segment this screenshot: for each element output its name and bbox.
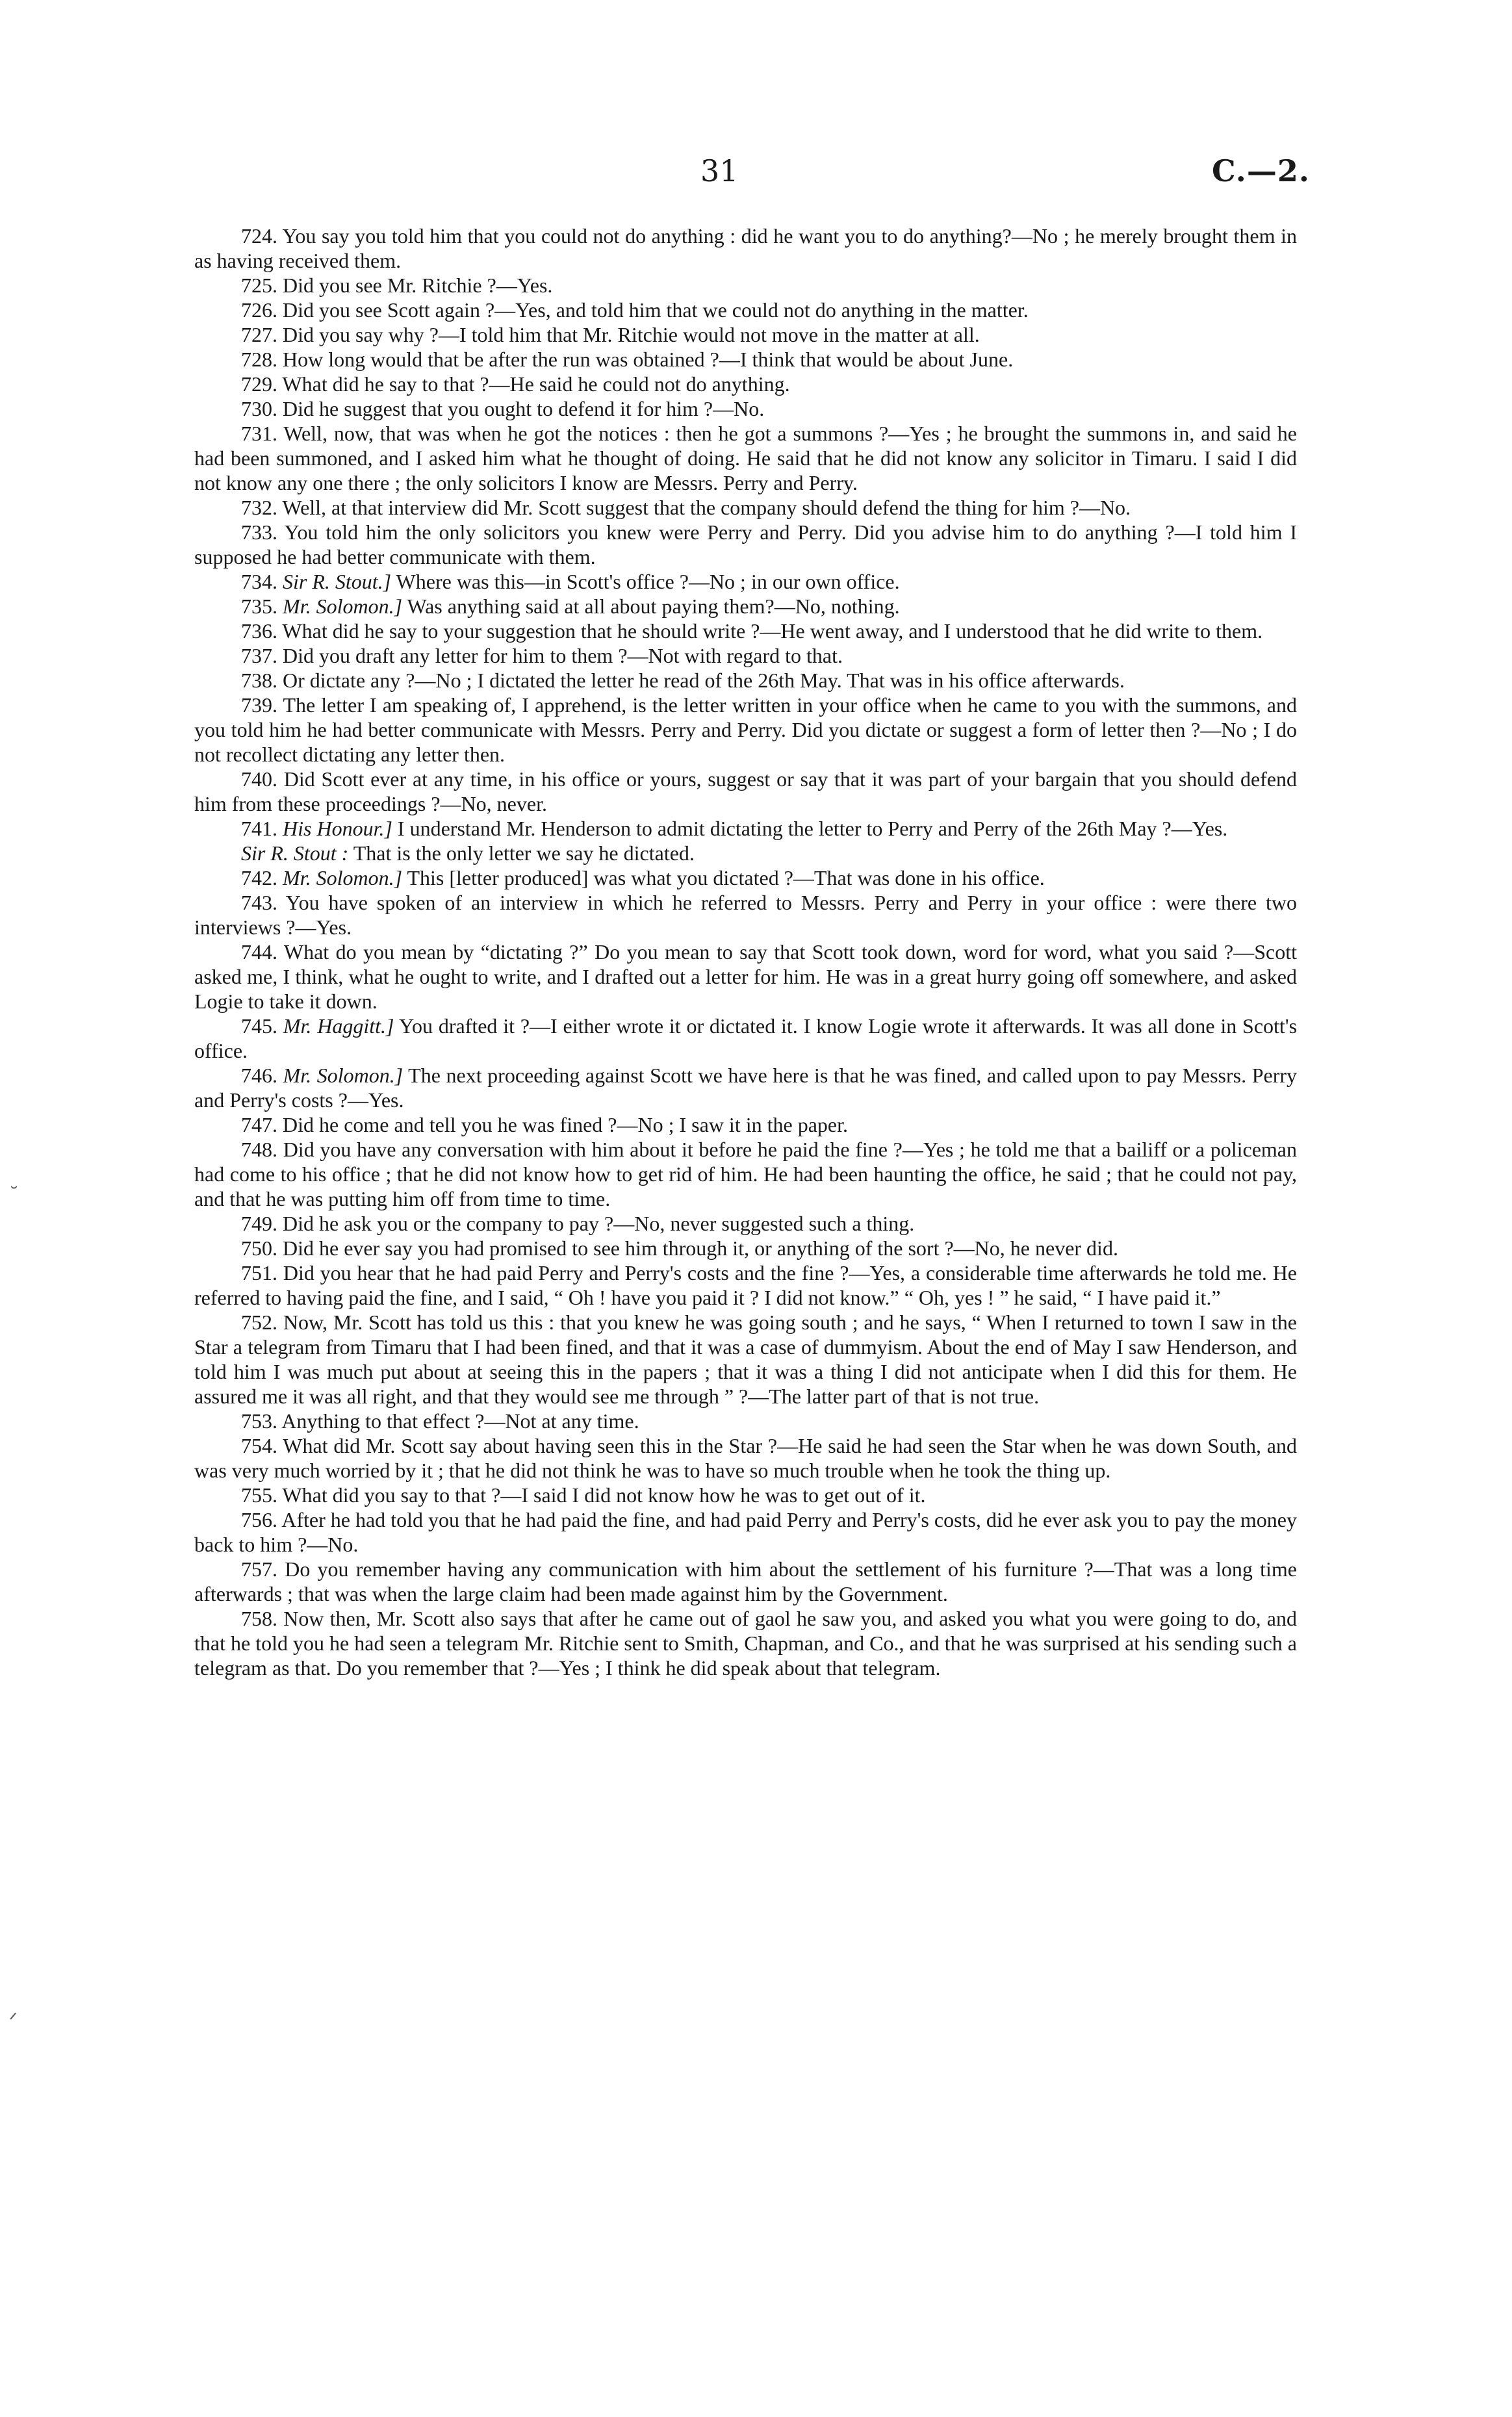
question-number: 755. bbox=[241, 1483, 277, 1507]
testimony-paragraph bbox=[194, 841, 1297, 865]
testimony-paragraph bbox=[194, 865, 1297, 890]
paragraph-text: The next proceeding against Scott we have here is that he was fined, and called upon to pay Messrs. Perry and Perry's costs ?—Yes. bbox=[194, 1064, 1298, 1112]
question-number: 745. bbox=[241, 1014, 277, 1038]
question-number: 750. bbox=[241, 1236, 277, 1260]
question-number: 737. bbox=[241, 644, 277, 667]
question-number: 749. bbox=[241, 1212, 277, 1235]
question-number: 758. bbox=[241, 1607, 277, 1630]
speaker-name: His Honour.] bbox=[283, 817, 392, 840]
question-number: 748. bbox=[241, 1138, 277, 1161]
paragraph-text: That is the only letter we say he dictated. bbox=[353, 841, 695, 865]
paragraph-text: Did you see Mr. Ritchie ?—Yes. bbox=[283, 274, 553, 297]
paragraph-text: Did he ever say you had promised to see him through it, or anything of the sort ?—No, he never did. bbox=[283, 1236, 1118, 1260]
question-number: 744. bbox=[241, 940, 277, 964]
question-number: 743. bbox=[241, 891, 277, 914]
testimony-paragraph bbox=[194, 816, 1297, 841]
testimony-paragraph bbox=[194, 1063, 1297, 1112]
paragraph-text: Was anything said at all about paying them?—No, nothing. bbox=[407, 595, 900, 618]
paragraph-text: The letter I am speaking of, I apprehend, is the letter written in your office when he came to you with the summons, and you told him he had better communicate with Messrs. Perry and Perry. Did you dictate or suggest a form of letter then ?—No ; I do not recollect dictating any letter then. bbox=[194, 693, 1298, 766]
question-number: 756. bbox=[241, 1508, 277, 1531]
question-number: 725. bbox=[241, 274, 277, 297]
paragraph-text: Now, Mr. Scott has told us this : that you knew he was going south ; and he says, “ When I returned to town I saw in the Star a telegram from Timaru that I had been fined, and that it was a case of dummyism. About the end of May I saw Henderson, and told him I was much put about at seeing this in the papers ; that it was a thing I did not anticipate when I did this for them. He assured me it was all right, and that they would see me through ” ?—The latter part of that is not true. bbox=[194, 1311, 1298, 1408]
testimony-paragraph bbox=[194, 1557, 1297, 1606]
question-number: 751. bbox=[241, 1261, 277, 1285]
paragraph-text: You drafted it ?—I either wrote it or dictated it. I know Logie wrote it afterwards. It was all done in Scott's office. bbox=[194, 1014, 1298, 1062]
question-number: 742. bbox=[241, 866, 277, 889]
question-number: 728. bbox=[241, 348, 277, 371]
testimony-paragraph bbox=[194, 1236, 1297, 1260]
speaker-name: Mr. Solomon.] bbox=[283, 595, 403, 618]
paragraph-text: Do you remember having any communication with him about the settlement of his furniture ?—That was a long time afterwards ; that was when the large claim had been made against him by the Government. bbox=[194, 1557, 1298, 1605]
question-number: 729. bbox=[241, 372, 277, 396]
testimony-paragraph bbox=[194, 1433, 1297, 1483]
page-number: 31 bbox=[700, 153, 739, 188]
testimony-paragraph bbox=[194, 396, 1297, 421]
paragraph-text: Did you see Scott again ?—Yes, and told him that we could not do anything in the matter. bbox=[283, 298, 1029, 322]
question-number: 726. bbox=[241, 298, 277, 322]
document-reference: C.—2. bbox=[1212, 153, 1310, 188]
paragraph-text: Did you say why ?—I told him that Mr. Ritchie would not move in the matter at all. bbox=[283, 323, 980, 346]
testimony-paragraph bbox=[194, 495, 1297, 520]
question-number: 738. bbox=[241, 669, 277, 692]
testimony-paragraph bbox=[194, 322, 1297, 347]
question-number: 739. bbox=[241, 693, 277, 717]
testimony-paragraph bbox=[194, 767, 1297, 816]
testimony-paragraph bbox=[194, 643, 1297, 668]
question-number: 752. bbox=[241, 1311, 277, 1334]
question-number: 733. bbox=[241, 520, 277, 544]
paragraph-text: What do you mean by “dictating ?” Do you mean to say that Scott took down, word for word, what you said ?—Scott asked me, I think, what he ought to write, and I drafted out a letter for him. He was in a great hurry going off somewhere, and asked Logie to take it down. bbox=[194, 940, 1298, 1013]
paragraph-text: This [letter produced] was what you dictated ?—That was done in his office. bbox=[407, 866, 1045, 889]
paragraph-text: You told him the only solicitors you knew were Perry and Perry. Did you advise him to do anything ?—I told him I supposed he had better communicate with them. bbox=[194, 520, 1297, 569]
speaker-name: Sir R. Stout : bbox=[241, 841, 349, 865]
testimony-paragraph bbox=[194, 1112, 1297, 1137]
question-number: 746. bbox=[241, 1064, 277, 1087]
testimony-paragraph bbox=[194, 1409, 1297, 1433]
testimony-body bbox=[194, 224, 1297, 2355]
paragraph-text: What did he say to that ?—He said he could not do anything. bbox=[282, 372, 790, 396]
paragraph-text: Did Scott ever at any time, in his office or yours, suggest or say that it was part of your bargain that you should defend him from these proceedings ?—No, never. bbox=[194, 767, 1298, 815]
testimony-paragraph bbox=[194, 1483, 1297, 1507]
testimony-paragraph bbox=[194, 940, 1297, 1014]
testimony-paragraph bbox=[194, 1014, 1297, 1063]
testimony-paragraph bbox=[194, 890, 1297, 940]
testimony-paragraph bbox=[194, 372, 1297, 396]
testimony-paragraph bbox=[194, 520, 1297, 569]
paragraph-text: You say you told him that you could not do anything : did he want you to do anything?—No ; he merely brought them in as having received them. bbox=[194, 224, 1298, 272]
testimony-paragraph bbox=[194, 1260, 1297, 1310]
paragraph-text: Or dictate any ?—No ; I dictated the letter he read of the 26th May. That was in his office afterwards. bbox=[283, 669, 1125, 692]
question-number: 727. bbox=[241, 323, 277, 346]
testimony-paragraph bbox=[194, 1310, 1297, 1409]
paragraph-text: How long would that be after the run was obtained ?—I think that would be about June. bbox=[283, 348, 1014, 371]
testimony-paragraph bbox=[194, 1137, 1297, 1211]
paragraph-text: Well, now, that was when he got the notices : then he got a summons ?—Yes ; he brought the summons in, and said he had been summoned, and I asked him what he thought of doing. He said that he did not know any solicitor in Timaru. I said I did not know any one there ; the only solicitors I know are Messrs. Perry and Perry. bbox=[194, 422, 1298, 494]
paragraph-text: Did he ask you or the company to pay ?—No, never suggested such a thing. bbox=[283, 1212, 915, 1235]
question-number: 757. bbox=[241, 1557, 277, 1581]
page-header bbox=[0, 153, 1512, 205]
testimony-paragraph bbox=[194, 594, 1297, 619]
paragraph-text: You have spoken of an interview in which he referred to Messrs. Perry and Perry in your office : were there two interviews ?—Yes. bbox=[194, 891, 1298, 939]
paragraph-text: Where was this—in Scott's office ?—No ; in our own office. bbox=[396, 570, 900, 593]
paragraph-text: Did he come and tell you he was fined ?—No ; I saw it in the paper. bbox=[283, 1113, 848, 1136]
paragraph-text: I understand Mr. Henderson to admit dictating the letter to Perry and Perry of the 26th May ?—Yes. bbox=[397, 817, 1228, 840]
question-number: 730. bbox=[241, 397, 277, 420]
paragraph-text: After he had told you that he had paid the fine, and had paid Perry and Perry's costs, did he ever ask you to pay the money back to him ?—No. bbox=[194, 1508, 1298, 1556]
question-number: 736. bbox=[241, 619, 277, 643]
paragraph-text: Did he suggest that you ought to defend it for him ?—No. bbox=[283, 397, 765, 420]
question-number: 740. bbox=[241, 767, 277, 791]
testimony-paragraph bbox=[194, 347, 1297, 372]
paragraph-text: Did you draft any letter for him to them ?—Not with regard to that. bbox=[283, 644, 843, 667]
question-number: 754. bbox=[241, 1434, 277, 1457]
testimony-paragraph bbox=[194, 693, 1297, 767]
question-number: 735. bbox=[241, 595, 277, 618]
margin-mark: ˘ bbox=[9, 1184, 19, 1207]
question-number: 747. bbox=[241, 1113, 277, 1136]
paragraph-text: What did Mr. Scott say about having seen this in the Star ?—He said he had seen the Star when he was down South, and was very much worried by it ; that he did not think he was to have so much trouble when he took the thing up. bbox=[194, 1434, 1298, 1482]
question-number: 724. bbox=[241, 224, 277, 248]
testimony-paragraph bbox=[194, 619, 1297, 643]
paragraph-text: Well, at that interview did Mr. Scott suggest that the company should defend the thing for him ?—No. bbox=[282, 496, 1131, 519]
paragraph-text: Did you have any conversation with him about it before he paid the fine ?—Yes ; he told me that a bailiff or a policeman had come to his office ; that he did not know how to get rid of him. He had been haunting the office, he said ; that he could not pay, and that he was putting him off from time to time. bbox=[194, 1138, 1298, 1210]
testimony-paragraph bbox=[194, 1211, 1297, 1236]
testimony-paragraph bbox=[194, 298, 1297, 322]
speaker-name: Mr. Solomon.] bbox=[283, 866, 403, 889]
question-number: 753. bbox=[241, 1409, 277, 1433]
margin-mark: ᐟ bbox=[9, 2009, 18, 2032]
testimony-paragraph bbox=[194, 668, 1297, 693]
paragraph-text: Anything to that effect ?—Not at any time. bbox=[281, 1409, 639, 1433]
speaker-name: Mr. Solomon.] bbox=[283, 1064, 404, 1087]
speaker-name: Mr. Haggitt.] bbox=[283, 1014, 394, 1038]
paragraph-text: What did he say to your suggestion that he should write ?—He went away, and I understood that he did write to them. bbox=[282, 619, 1263, 643]
testimony-paragraph bbox=[194, 1507, 1297, 1557]
paragraph-text: What did you say to that ?—I said I did not know how he was to get out of it. bbox=[282, 1483, 926, 1507]
speaker-name: Sir R. Stout.] bbox=[283, 570, 392, 593]
testimony-paragraph bbox=[194, 1606, 1297, 1680]
testimony-paragraph bbox=[194, 224, 1297, 273]
testimony-paragraph bbox=[194, 273, 1297, 298]
testimony-paragraph bbox=[194, 569, 1297, 594]
paragraph-text: Now then, Mr. Scott also says that after he came out of gaol he saw you, and asked you what you were going to do, and that he told you he had seen a telegram Mr. Ritchie sent to Smith, Chapman, and Co., and that he was surprised at his sending such a telegram as that. Do you remember that ?—Yes ; I think he did speak about that telegram. bbox=[194, 1607, 1298, 1680]
question-number: 731. bbox=[241, 422, 277, 445]
paragraph-text: Did you hear that he had paid Perry and Perry's costs and the fine ?—Yes, a considerable time afterwards he told me. He referred to having paid the fine, and I said, “ Oh ! have you paid it ? I did not know.” “ Oh, yes ! ” he said, “ I have paid it.” bbox=[194, 1261, 1298, 1309]
question-number: 741. bbox=[241, 817, 277, 840]
question-number: 732. bbox=[241, 496, 277, 519]
testimony-paragraph bbox=[194, 421, 1297, 495]
question-number: 734. bbox=[241, 570, 277, 593]
